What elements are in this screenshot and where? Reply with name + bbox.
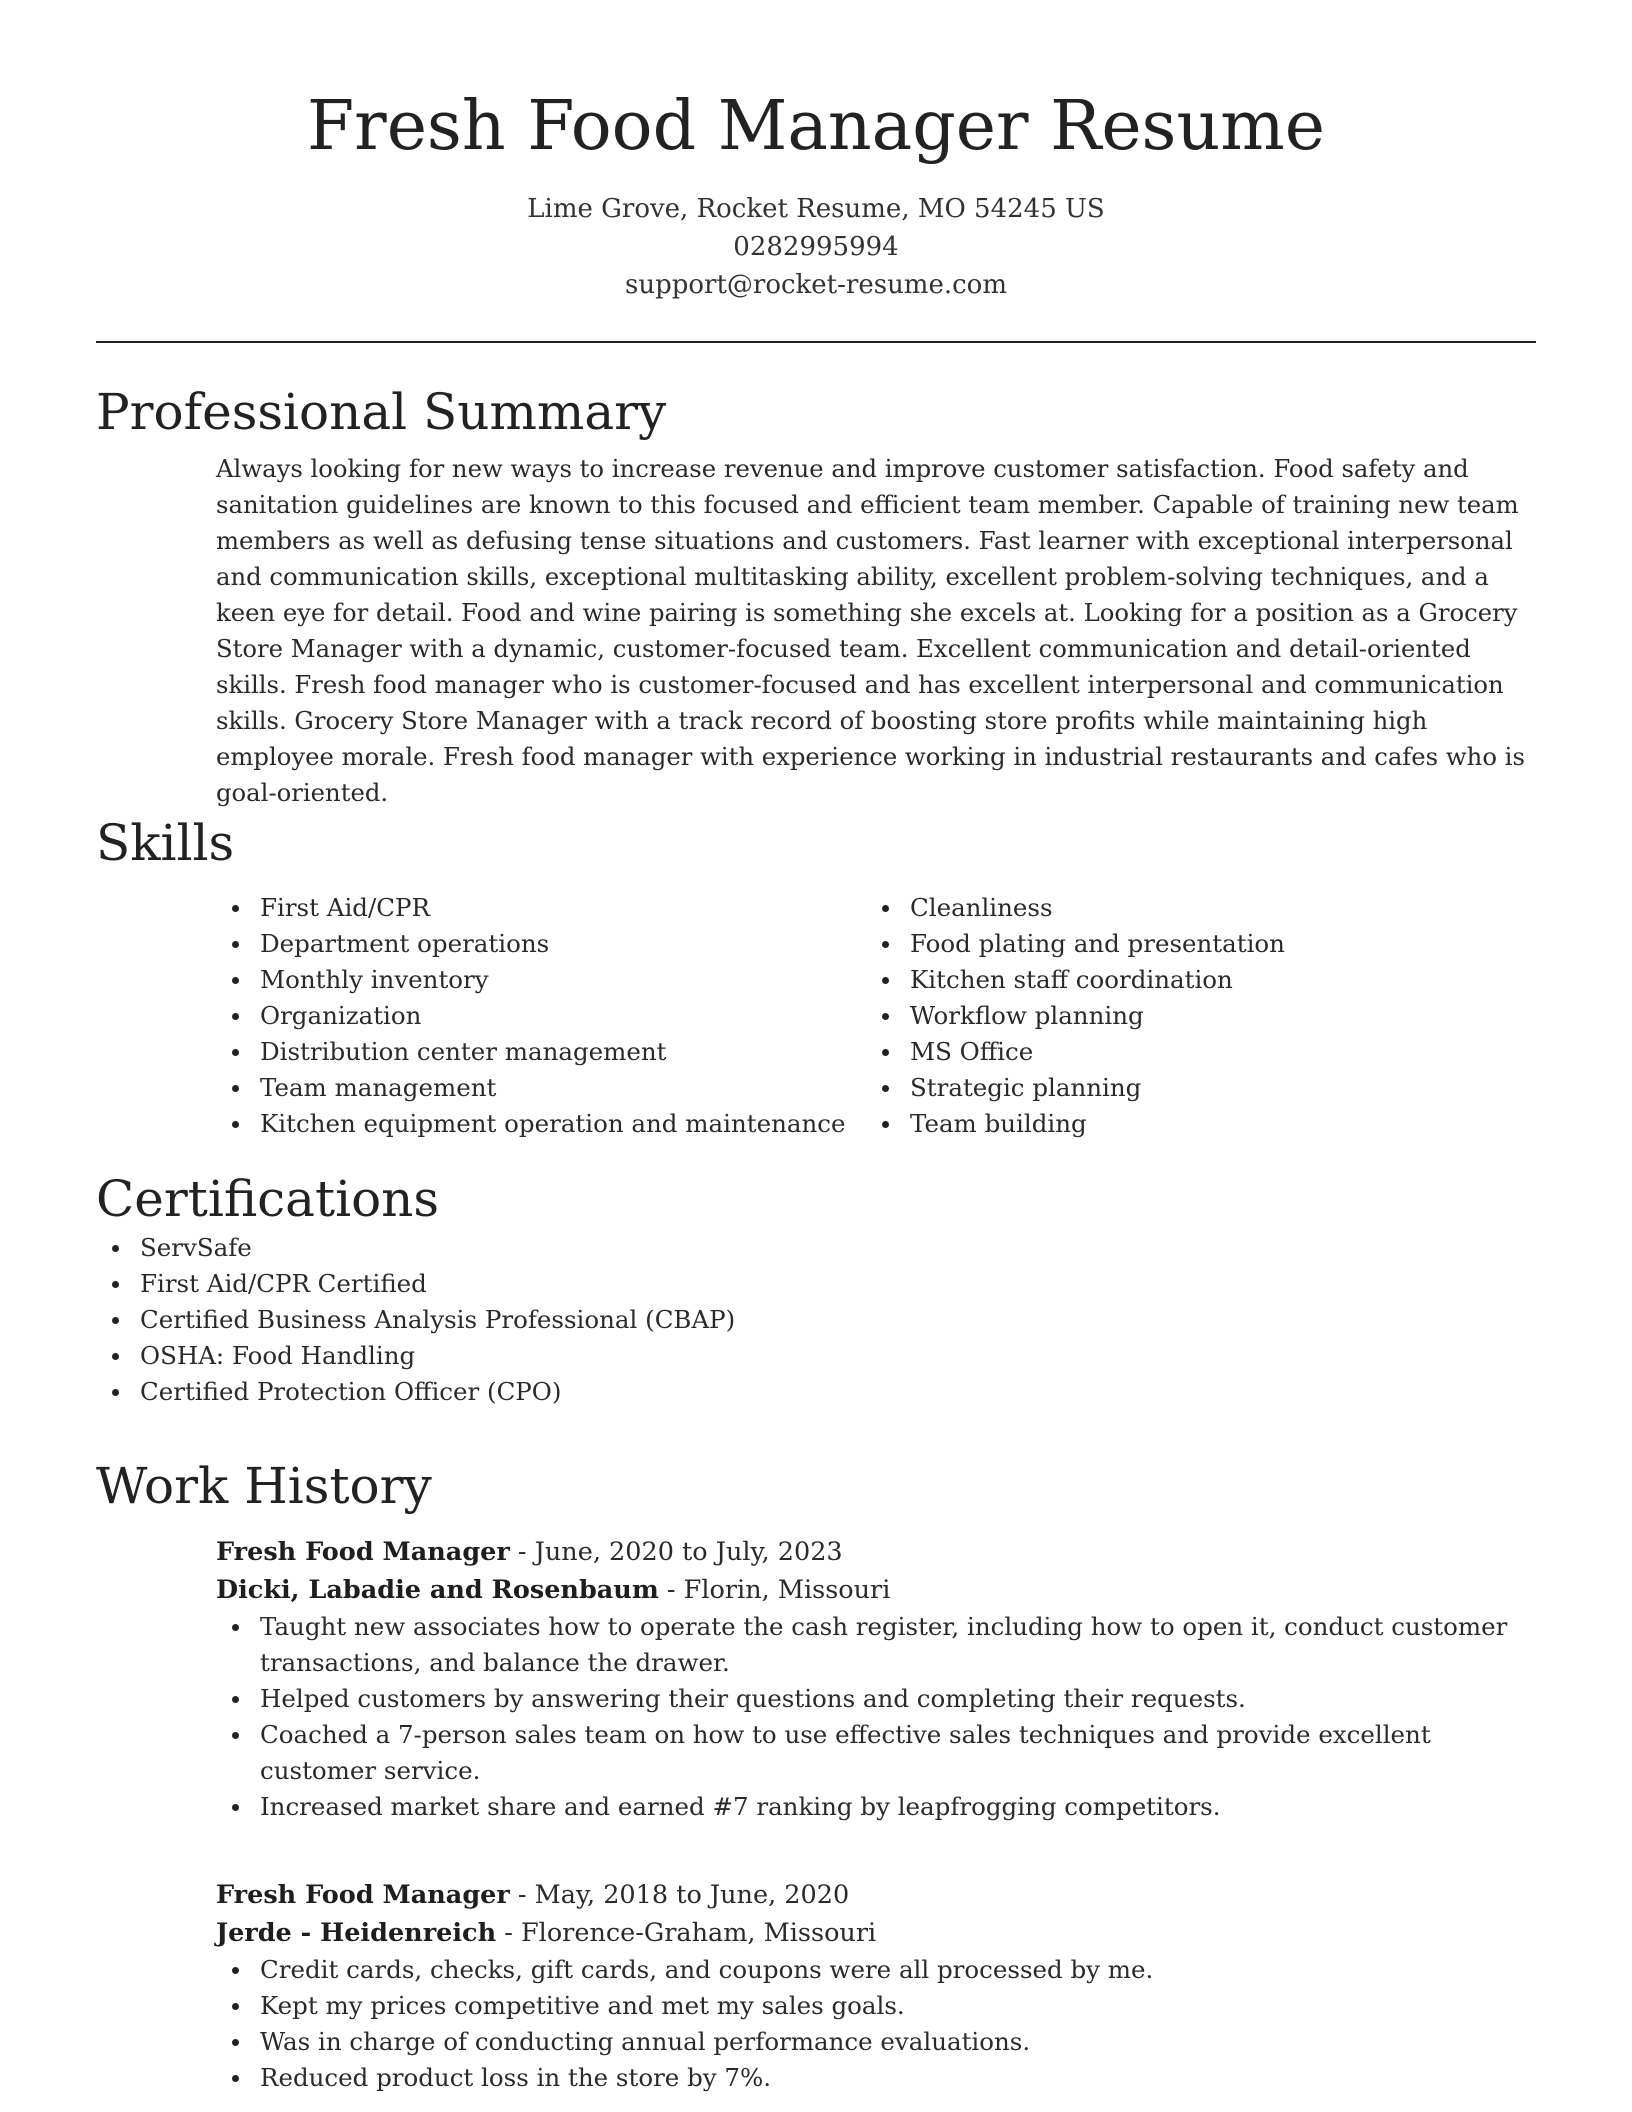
contact-address: Lime Grove, Rocket Resume, MO 54245 US	[527, 194, 1105, 224]
skill-item: Department operations	[216, 926, 866, 962]
job-company-line	[216, 1914, 1536, 1952]
job-title: Fresh Food Manager	[216, 1880, 510, 1910]
certification-item: First Aid/CPR Certified	[96, 1266, 1536, 1302]
skills-list-left	[216, 890, 866, 1142]
skills-list-right	[866, 890, 1516, 1142]
job-bullet: Was in charge of conducting annual performance evaluations.	[216, 2024, 1536, 2060]
job-location: - Florence-Graham, Missouri	[496, 1918, 877, 1948]
skill-item: Workflow planning	[866, 998, 1516, 1034]
certifications-section	[96, 1168, 1536, 1410]
job-bullet: Helped customers by answering their questions and completing their requests.	[216, 1681, 1536, 1717]
skill-item: Team management	[216, 1070, 866, 1106]
job-bullet: Reduced product loss in the store by 7%.	[216, 2060, 1536, 2096]
job-title: Fresh Food Manager	[216, 1537, 510, 1567]
summary-text: Always looking for new ways to increase revenue and improve customer satisfaction. Food safety and sanitation guidelines are known to this focused and efficient team member. Capable of training new team members as well as defusing tense situations and customers. Fast learner with exceptional interpersonal and communication skills, exceptional multitasking ability, excellent problem-solving techniques, and a keen eye for detail. Food and wine pairing is something she excels at. Looking for a position as a Grocery Store Manager with a dynamic, customer-focused team. Excellent communication and detail-oriented skills. Fresh food manager who is customer-focused and has excellent interpersonal and communication skills. Grocery Store Manager with a track record of boosting store profits while maintaining high employee morale. Fresh food manager with experience working in industrial restaurants and cafes who is goal-oriented.	[216, 454, 1525, 807]
summary-section	[96, 381, 1536, 811]
job-bullets	[216, 1952, 1536, 2096]
contact-phone: 0282995994	[733, 232, 899, 262]
job-entry-1	[96, 1533, 1536, 1825]
work-history-section	[96, 1455, 1536, 1517]
contact-info	[96, 190, 1536, 304]
job-company: Jerde - Heidenreich	[216, 1918, 497, 1948]
certification-item: ServSafe	[96, 1230, 1536, 1266]
summary-heading: Professional Summary	[96, 383, 667, 441]
certification-item: OSHA: Food Handling	[96, 1338, 1536, 1374]
job-bullet: Kept my prices competitive and met my sales goals.	[216, 1988, 1536, 2024]
skill-item: Kitchen staff coordination	[866, 962, 1516, 998]
contact-email: support@rocket-resume.com	[624, 270, 1007, 300]
skill-item: First Aid/CPR	[216, 890, 866, 926]
job-bullet: Coached a 7-person sales team on how to use effective sales techniques and provide excellent customer service.	[216, 1717, 1536, 1789]
job-location: - Florin, Missouri	[658, 1575, 891, 1605]
job-company-line	[216, 1571, 1536, 1609]
job-bullet: Increased market share and earned #7 ranking by leapfrogging competitors.	[216, 1789, 1536, 1825]
skill-item: Cleanliness	[866, 890, 1516, 926]
work-history-heading: Work History	[96, 1457, 432, 1515]
skill-item: Team building	[866, 1106, 1516, 1142]
job-bullet: Taught new associates how to operate the cash register, including how to open it, conduct customer transactions, and balance the drawer.	[216, 1609, 1536, 1681]
job-details	[216, 1876, 1536, 2096]
skill-item: Distribution center management	[216, 1034, 866, 1070]
job-details	[216, 1533, 1536, 1825]
resume-title: Fresh Food Manager Resume	[307, 87, 1325, 166]
certification-item: Certified Protection Officer (CPO)	[96, 1374, 1536, 1410]
certifications-list	[96, 1230, 1536, 1410]
skills-section	[96, 812, 1536, 1142]
header-divider	[96, 341, 1536, 343]
skills-columns	[216, 890, 1536, 1142]
skill-item: Strategic planning	[866, 1070, 1516, 1106]
resume-header	[96, 84, 1536, 304]
skill-item: MS Office	[866, 1034, 1516, 1070]
certifications-heading: Certifications	[96, 1170, 440, 1228]
skill-item: Food plating and presentation	[866, 926, 1516, 962]
skill-item: Monthly inventory	[216, 962, 866, 998]
job-title-line	[216, 1876, 1536, 1914]
job-company: Dicki, Labadie and Rosenbaum	[216, 1575, 659, 1605]
job-dates: - June, 2020 to July, 2023	[509, 1537, 843, 1567]
skill-item: Organization	[216, 998, 866, 1034]
skill-item: Kitchen equipment operation and maintenance	[216, 1106, 866, 1142]
certification-item: Certified Business Analysis Professional (CBAP)	[96, 1302, 1536, 1338]
job-title-line	[216, 1533, 1536, 1571]
job-bullets	[216, 1609, 1536, 1825]
skills-heading: Skills	[96, 814, 235, 872]
job-entry-2	[96, 1876, 1536, 2096]
job-bullet: Credit cards, checks, gift cards, and coupons were all processed by me.	[216, 1952, 1536, 1988]
job-dates: - May, 2018 to June, 2020	[509, 1880, 850, 1910]
